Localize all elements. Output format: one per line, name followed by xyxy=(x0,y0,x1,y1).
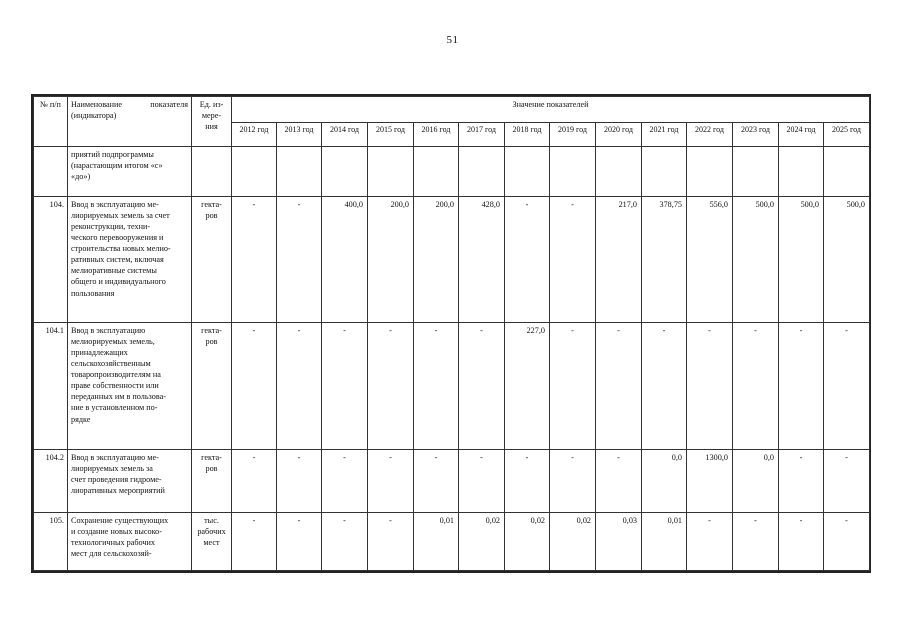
row-value-2022-год: - xyxy=(687,513,733,571)
table-row xyxy=(34,513,870,571)
row-value-2020-год: - xyxy=(596,323,642,450)
row-value-2025-год xyxy=(824,147,870,197)
header-name-label: Наименование показателя (индикатора) xyxy=(71,100,188,121)
row-value-2024-год: - xyxy=(779,450,824,513)
row-value-2023-год: 500,0 xyxy=(733,197,779,323)
row-value-2025-год: - xyxy=(824,323,870,450)
row-value-2013-год: - xyxy=(277,323,322,450)
row-unit: гекта- ров xyxy=(201,200,222,221)
indicator-table xyxy=(33,96,870,571)
row-value-2019-год: - xyxy=(550,450,596,513)
row-value-2025-год: 500,0 xyxy=(824,197,870,323)
row-value-2014-год: - xyxy=(322,323,368,450)
row-indicator-name: Ввод в эксплуатацию ме- лиорируемых земель за счет реконструкции, техни- ческого перевооружения и строительства новых мелио- ративных систем, включая мелиоративные системы общего и индивидуального пользования xyxy=(71,200,171,298)
row-value-2022-год xyxy=(687,147,733,197)
row-value-2023-год: - xyxy=(733,323,779,450)
row-value-2017-год xyxy=(459,147,505,197)
row-value-2013-год: - xyxy=(277,450,322,513)
row-value-2024-год: - xyxy=(779,323,824,450)
row-value-2018-год: 0,02 xyxy=(505,513,550,571)
row-value-2020-год xyxy=(596,147,642,197)
row-value-2016-год: 0,01 xyxy=(414,513,459,571)
header-year-13: 2025 год xyxy=(824,123,870,147)
row-value-2025-год: - xyxy=(824,513,870,571)
row-value-2019-год xyxy=(550,147,596,197)
row-number: 105. xyxy=(34,513,68,571)
page-number: 51 xyxy=(446,34,459,46)
header-year-2: 2014 год xyxy=(322,123,368,147)
indicator-table-frame xyxy=(31,94,871,573)
row-value-2017-год: - xyxy=(459,323,505,450)
row-value-2014-год xyxy=(322,147,368,197)
row-value-2017-год: 0,02 xyxy=(459,513,505,571)
row-value-2016-год xyxy=(414,147,459,197)
header-values-group-label: Значение показателей xyxy=(512,100,589,109)
row-value-2022-год: - xyxy=(687,323,733,450)
row-indicator-name-cell xyxy=(68,323,192,450)
row-value-2021-год: - xyxy=(642,323,687,450)
row-value-2013-год: - xyxy=(277,513,322,571)
header-year-4: 2016 год xyxy=(414,123,459,147)
row-unit-cell xyxy=(192,323,232,450)
row-value-2012-год: - xyxy=(232,323,277,450)
header-year-12: 2024 год xyxy=(779,123,824,147)
row-value-2022-год: 1300,0 xyxy=(687,450,733,513)
table-row xyxy=(34,450,870,513)
row-value-2024-год: - xyxy=(779,513,824,571)
row-value-2020-год: - xyxy=(596,450,642,513)
row-value-2017-год: 428,0 xyxy=(459,197,505,323)
row-indicator-name: Ввод в эксплуатацию ме- лиорируемых земель за счет проведения гидроме- лиоративных мероприятий xyxy=(71,453,165,496)
row-value-2013-год xyxy=(277,147,322,197)
row-unit: тыс. рабочих мест xyxy=(197,516,226,548)
row-unit-cell xyxy=(192,450,232,513)
row-indicator-name: Ввод в эксплуатацию мелиорируемых земель, принадлежащих сельскохозяйственным товаропроизводителям на праве собственности или переданных им в пользова- ние в установленном по- рядке xyxy=(71,326,166,424)
row-value-2016-год: - xyxy=(414,323,459,450)
row-value-2020-год: 0,03 xyxy=(596,513,642,571)
header-year-1: 2013 год xyxy=(277,123,322,147)
header-year-3: 2015 год xyxy=(368,123,414,147)
row-value-2021-год: 0,01 xyxy=(642,513,687,571)
row-value-2018-год: - xyxy=(505,197,550,323)
header-year-6: 2018 год xyxy=(505,123,550,147)
row-value-2021-год: 0,0 xyxy=(642,450,687,513)
table-row xyxy=(34,197,870,323)
row-indicator-name-cell xyxy=(68,450,192,513)
row-unit: гекта- ров xyxy=(201,326,222,347)
header-unit-cell xyxy=(192,97,232,147)
row-indicator-name-cell xyxy=(68,197,192,323)
row-number: 104. xyxy=(34,197,68,323)
row-value-2014-год: - xyxy=(322,513,368,571)
row-value-2023-год: 0,0 xyxy=(733,450,779,513)
header-unit-label: Ед. из- мере- ния xyxy=(199,100,224,132)
row-value-2012-год: - xyxy=(232,450,277,513)
row-value-2015-год: - xyxy=(368,513,414,571)
row-value-2021-год xyxy=(642,147,687,197)
row-indicator-name-cell xyxy=(68,513,192,571)
row-value-2015-год: - xyxy=(368,450,414,513)
row-value-2016-год: 200,0 xyxy=(414,197,459,323)
row-value-2025-год: - xyxy=(824,450,870,513)
row-value-2019-год: 0,02 xyxy=(550,513,596,571)
row-value-2018-год: 227,0 xyxy=(505,323,550,450)
row-value-2018-год xyxy=(505,147,550,197)
row-value-2018-год: - xyxy=(505,450,550,513)
table-body xyxy=(34,147,870,571)
row-value-2015-год: 200,0 xyxy=(368,197,414,323)
row-value-2023-год xyxy=(733,147,779,197)
row-value-2012-год: - xyxy=(232,513,277,571)
row-value-2012-год: - xyxy=(232,197,277,323)
row-value-2024-год xyxy=(779,147,824,197)
row-value-2024-год: 500,0 xyxy=(779,197,824,323)
header-year-7: 2019 год xyxy=(550,123,596,147)
row-value-2019-год: - xyxy=(550,197,596,323)
row-indicator-name-cell xyxy=(68,147,192,197)
row-value-2020-год: 217,0 xyxy=(596,197,642,323)
row-value-2016-год: - xyxy=(414,450,459,513)
row-value-2014-год: - xyxy=(322,450,368,513)
row-value-2021-год: 378,75 xyxy=(642,197,687,323)
row-number: 104.1 xyxy=(34,323,68,450)
header-year-5: 2017 год xyxy=(459,123,505,147)
header-year-8: 2020 год xyxy=(596,123,642,147)
row-number: 104.2 xyxy=(34,450,68,513)
row-indicator-name: Сохранение существующих и создание новых высоко- технологичных рабочих мест для сельскохозяй- xyxy=(71,516,169,559)
row-unit-cell xyxy=(192,197,232,323)
row-value-2015-год: - xyxy=(368,323,414,450)
row-value-2012-год xyxy=(232,147,277,197)
row-unit-cell xyxy=(192,513,232,571)
row-unit: гекта- ров xyxy=(201,453,222,474)
header-year-10: 2022 год xyxy=(687,123,733,147)
header-year-0: 2012 год xyxy=(232,123,277,147)
row-unit-cell xyxy=(192,147,232,197)
row-value-2014-год: 400,0 xyxy=(322,197,368,323)
header-number-cell xyxy=(34,97,68,147)
row-value-2015-год xyxy=(368,147,414,197)
table-row xyxy=(34,147,870,197)
header-name-cell xyxy=(68,97,192,147)
row-value-2017-год: - xyxy=(459,450,505,513)
header-year-9: 2021 год xyxy=(642,123,687,147)
header-values-group xyxy=(232,97,870,123)
header-year-11: 2023 год xyxy=(733,123,779,147)
row-value-2022-год: 556,0 xyxy=(687,197,733,323)
row-number xyxy=(34,147,68,197)
header-number-label: № п/п xyxy=(40,100,61,109)
table-row xyxy=(34,323,870,450)
row-indicator-name: приятий подпрограммы (нарастающим итогом «с» «до») xyxy=(71,150,163,182)
row-value-2023-год: - xyxy=(733,513,779,571)
row-value-2019-год: - xyxy=(550,323,596,450)
row-value-2013-год: - xyxy=(277,197,322,323)
